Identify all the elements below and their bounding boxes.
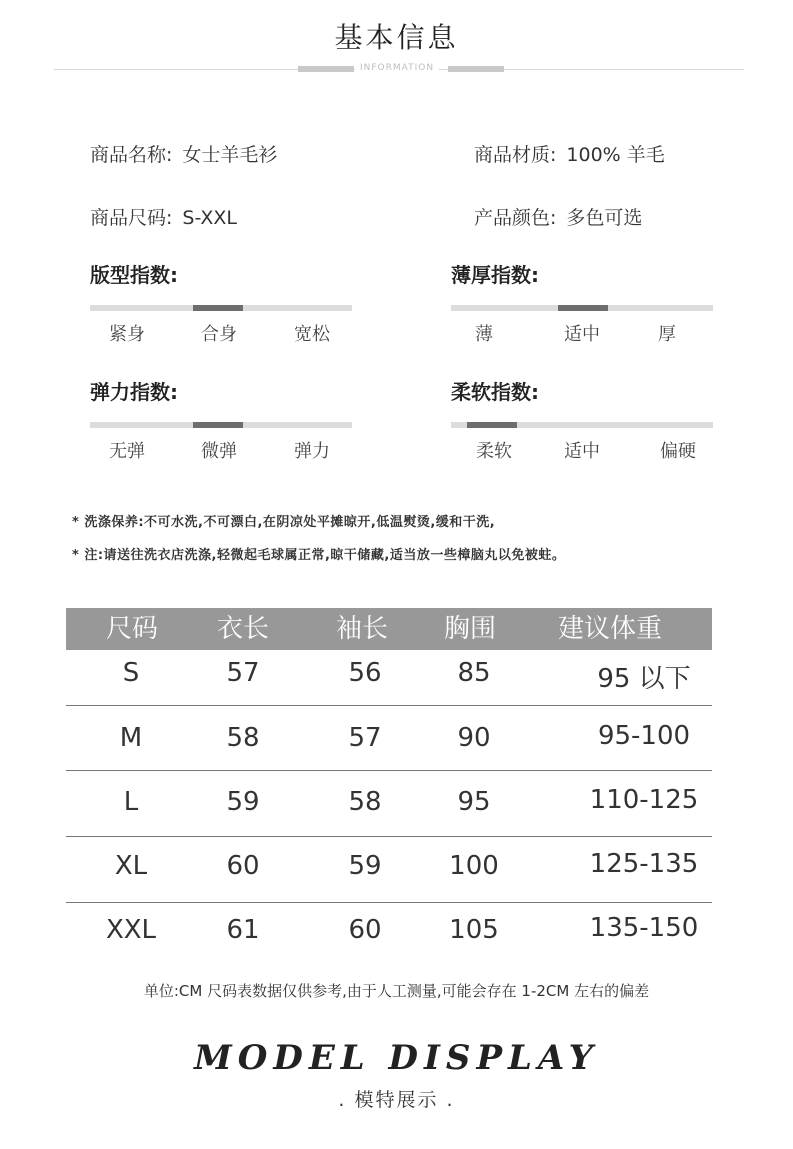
header-subtitle: INFORMATION [355,61,439,75]
info-value: 100% 羊毛 [566,144,665,166]
table-cell-weight: 125-135 [589,849,699,879]
tip-note: * 注:请送往洗衣店洗涤,轻微起毛球属正常,晾干储藏,适当放一些樟脑丸以免被蛀。 [72,548,566,563]
table-cell-chest: 85 [457,658,491,688]
fit-label-regular: 合身 [201,324,237,345]
row-divider [66,902,712,903]
info-material [474,140,665,167]
fit-index-title: 版型指数: [90,263,178,287]
info-value: 多色可选 [566,207,643,229]
info-label: 商品尺码: [90,207,173,229]
table-cell-size: M [119,723,143,753]
fit-label-tight: 紧身 [109,324,145,345]
col-header-weight: 建议体重 [557,614,662,644]
info-product-name [90,140,277,167]
col-header-sleeve: 袖长 [335,614,388,644]
info-label: 产品颜色: [474,207,557,229]
model-display-title: MODEL DISPLAY [194,1038,599,1078]
elasticity-index-title: 弹力指数: [90,380,178,404]
table-cell-chest: 105 [449,915,499,945]
thickness-label-medium: 适中 [564,324,600,345]
header-bar-right [448,66,504,72]
fit-index-marker [193,305,243,311]
page-title: 基本信息 [334,21,459,54]
elasticity-label-stretch: 弹力 [294,441,330,462]
elasticity-label-slight: 微弹 [201,441,237,462]
header-bar-left [298,66,354,72]
row-divider [66,770,712,771]
table-cell-length: 59 [226,787,260,817]
table-cell-size: XL [114,851,148,881]
table-cell-size: L [123,787,139,817]
elasticity-index-marker [193,422,243,428]
table-cell-size: XXL [105,915,157,945]
info-size [90,203,237,230]
row-divider [66,836,712,837]
table-cell-sleeve: 58 [348,787,382,817]
col-header-length: 衣长 [216,614,269,644]
thickness-index-title: 薄厚指数: [451,263,539,287]
elasticity-label-none: 无弹 [109,441,145,462]
unit-note: 单位:CM 尺码表数据仅供参考,由于人工测量,可能会存在 1-2CM 左右的偏差 [143,982,650,1000]
softness-label-medium: 适中 [564,441,600,462]
table-cell-weight: 95 以下 [597,664,691,694]
table-cell-weight: 95-100 [597,721,691,751]
col-header-chest: 胸围 [443,614,496,644]
thickness-index-marker [558,305,608,311]
col-header-size: 尺码 [105,614,158,644]
table-cell-length: 57 [226,658,260,688]
model-display-subtitle: . 模特展示 . [338,1089,455,1111]
info-value: 女士羊毛衫 [182,144,278,166]
table-cell-weight: 135-150 [589,913,699,943]
info-color [474,203,642,230]
table-cell-size: S [122,658,140,688]
care-note: * 洗涤保养:不可水洗,不可漂白,在阴凉处平摊晾开,低温熨烫,缓和干洗, [72,515,496,530]
table-cell-chest: 90 [457,723,491,753]
table-cell-length: 61 [226,915,260,945]
info-value: S-XXL [182,207,237,229]
softness-index-marker [467,422,517,428]
table-cell-chest: 95 [457,787,491,817]
fit-label-loose: 宽松 [294,324,330,345]
table-cell-weight: 110-125 [589,785,699,815]
table-cell-sleeve: 59 [348,851,382,881]
table-cell-sleeve: 57 [348,723,382,753]
thickness-label-thick: 厚 [658,324,676,345]
table-cell-sleeve: 56 [348,658,382,688]
info-label: 商品名称: [90,144,173,166]
softness-label-soft: 柔软 [476,441,512,462]
row-divider [66,705,712,706]
table-cell-sleeve: 60 [348,915,382,945]
thickness-label-thin: 薄 [475,324,493,345]
info-label: 商品材质: [474,144,557,166]
table-cell-chest: 100 [449,851,499,881]
table-cell-length: 58 [226,723,260,753]
softness-label-stiff: 偏硬 [660,441,696,462]
softness-index-title: 柔软指数: [451,380,539,404]
table-cell-length: 60 [226,851,260,881]
